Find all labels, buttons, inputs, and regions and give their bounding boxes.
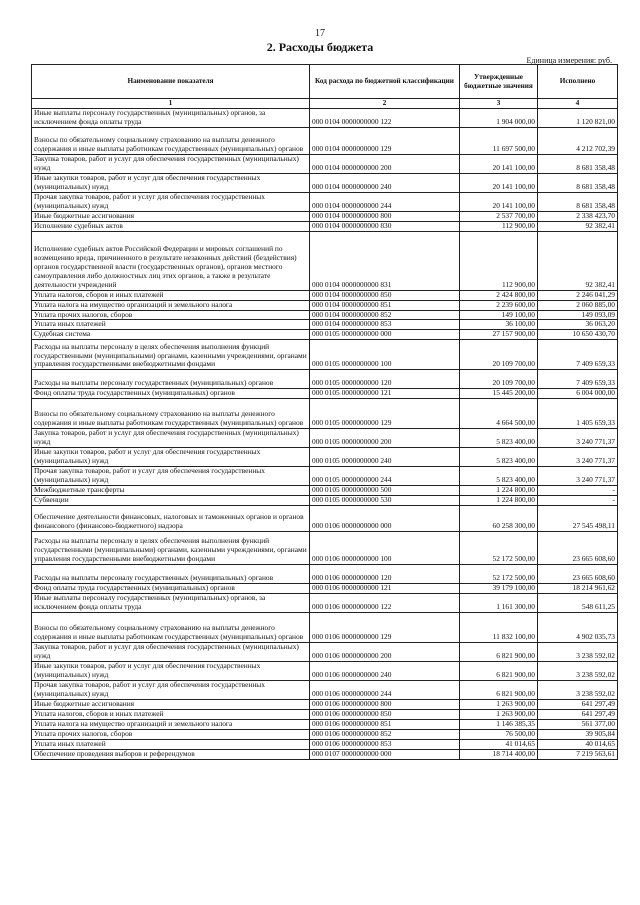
row-name: Судебная система <box>32 330 310 340</box>
row-approved: 2 537 700,00 <box>460 211 538 221</box>
row-executed: 1 120 821,00 <box>538 108 618 127</box>
row-approved: 5 823 400,00 <box>460 448 538 467</box>
row-name: Уплата налога на имущество организаций и земельного налога <box>32 719 310 729</box>
row-name: Прочая закупка товаров, работ и услуг для обеспечения государственных (муниципальных) нужд <box>32 467 310 486</box>
row-executed: - <box>538 486 618 496</box>
row-code: 000 0106 0000000000 851 <box>310 719 460 729</box>
row-code: 000 0104 0000000000 244 <box>310 192 460 211</box>
row-executed: 641 297,49 <box>538 709 618 719</box>
row-name: Уплата налогов, сборов и иных платежей <box>32 709 310 719</box>
row-code: 000 0106 0000000000 120 <box>310 565 460 584</box>
row-approved: 5 823 400,00 <box>460 429 538 448</box>
table-row <box>32 310 618 320</box>
row-executed: 1 405 659,33 <box>538 399 618 429</box>
row-approved: 2 424 800,00 <box>460 290 538 300</box>
row-name: Расходы на выплаты персоналу государственных (муниципальных) органов <box>32 565 310 584</box>
row-code: 000 0106 0000000000 240 <box>310 662 460 681</box>
row-code: 000 0106 0000000000 000 <box>310 506 460 532</box>
table-row <box>32 127 618 154</box>
row-name: Исполнение судебных актов <box>32 221 310 231</box>
table-row <box>32 231 618 290</box>
row-approved: 5 823 400,00 <box>460 467 538 486</box>
row-executed: 39 905,84 <box>538 729 618 739</box>
row-code: 000 0104 0000000000 200 <box>310 154 460 173</box>
row-approved: 18 714 400,00 <box>460 749 538 759</box>
row-code: 000 0104 0000000000 122 <box>310 108 460 127</box>
row-executed: 4 902 035,73 <box>538 613 618 643</box>
table-row <box>32 370 618 389</box>
table-row <box>32 749 618 759</box>
row-name: Уплата налога на имущество организаций и земельного налога <box>32 300 310 310</box>
row-code: 000 0104 0000000000 850 <box>310 290 460 300</box>
row-approved: 1 263 900,00 <box>460 700 538 710</box>
row-executed: 8 681 358,48 <box>538 173 618 192</box>
row-code: 000 0104 0000000000 851 <box>310 300 460 310</box>
table-row <box>32 108 618 127</box>
row-name: Взносы по обязательному социальному страхованию на выплаты денежного содержания и иные выплаты работникам государственных (муниципальных) органов <box>32 399 310 429</box>
row-code: 000 0105 0000000000 200 <box>310 429 460 448</box>
row-executed: 10 650 430,70 <box>538 330 618 340</box>
row-approved: 4 664 500,00 <box>460 399 538 429</box>
row-name: Исполнение судебных актов Российской Федерации и мировых соглашений по возмещению вреда, причиненного в результате незаконных действий (бездействия) органов государственной власти (государственных органов), органов местного самоуправления либо должностных лиц этих органов, а также в результате деятельности учреждений <box>32 231 310 290</box>
row-name: Закупка товаров, работ и услуг для обеспечения государственных (муниципальных) нужд <box>32 643 310 662</box>
row-approved: 20 141 100,00 <box>460 173 538 192</box>
table-row <box>32 739 618 749</box>
row-code: 000 0106 0000000000 121 <box>310 584 460 594</box>
row-approved: 112 900,00 <box>460 231 538 290</box>
row-code: 000 0105 0000000000 000 <box>310 330 460 340</box>
table-row <box>32 467 618 486</box>
column-number: 1 <box>32 99 310 109</box>
table-body <box>32 108 618 759</box>
table-row <box>32 154 618 173</box>
column-number: 2 <box>310 99 460 109</box>
row-executed: 3 238 592,02 <box>538 681 618 700</box>
table-row <box>32 389 618 399</box>
row-code: 000 0104 0000000000 852 <box>310 310 460 320</box>
row-name: Фонд оплаты труда государственных (муниципальных) органов <box>32 584 310 594</box>
table-row <box>32 565 618 584</box>
row-code: 000 0106 0000000000 850 <box>310 709 460 719</box>
row-code: 000 0104 0000000000 240 <box>310 173 460 192</box>
row-approved: 60 258 300,00 <box>460 506 538 532</box>
row-approved: 1 224 800,00 <box>460 486 538 496</box>
table-row <box>32 221 618 231</box>
row-approved: 39 179 100,00 <box>460 584 538 594</box>
table-row <box>32 700 618 710</box>
row-approved: 20 141 100,00 <box>460 192 538 211</box>
table-row <box>32 290 618 300</box>
table-row <box>32 594 618 613</box>
row-name: Прочая закупка товаров, работ и услуг для обеспечения государственных (муниципальных) нужд <box>32 681 310 700</box>
row-executed: 18 214 961,62 <box>538 584 618 594</box>
header-executed: Исполнено <box>538 65 618 99</box>
row-name: Расходы на выплаты персоналу в целях обеспечения выполнения функций государственными (муниципальными) органами, казенными учреждениями, органами управления государственными внебюджетными фондами <box>32 340 310 370</box>
row-code: 000 0104 0000000000 853 <box>310 320 460 330</box>
row-name: Иные закупки товаров, работ и услуг для обеспечения государственных (муниципальных) нужд <box>32 662 310 681</box>
row-executed: 2 246 041,29 <box>538 290 618 300</box>
row-code: 000 0104 0000000000 800 <box>310 211 460 221</box>
header-name: Наименование показателя <box>32 65 310 99</box>
row-executed: 2 338 423,70 <box>538 211 618 221</box>
row-name: Иные закупки товаров, работ и услуг для обеспечения государственных (муниципальных) нужд <box>32 448 310 467</box>
row-approved: 1 904 000,00 <box>460 108 538 127</box>
row-approved: 76 500,00 <box>460 729 538 739</box>
row-approved: 112 900,00 <box>460 221 538 231</box>
header-code: Код расхода по бюджетной классификации <box>310 65 460 99</box>
units-label: Единица измерения: руб. <box>526 56 612 65</box>
column-number: 3 <box>460 99 538 109</box>
row-code: 000 0106 0000000000 129 <box>310 613 460 643</box>
row-approved: 149 100,00 <box>460 310 538 320</box>
row-executed: - <box>538 496 618 506</box>
row-code: 000 0105 0000000000 120 <box>310 370 460 389</box>
row-approved: 41 014,65 <box>460 739 538 749</box>
row-approved: 20 141 100,00 <box>460 154 538 173</box>
row-name: Иные бюджетные ассигнования <box>32 211 310 221</box>
row-executed: 23 665 608,60 <box>538 532 618 565</box>
row-name: Взносы по обязательному социальному страхованию на выплаты денежного содержания и иные выплаты работникам государственных (муниципальных) органов <box>32 613 310 643</box>
row-executed: 3 240 771,37 <box>538 448 618 467</box>
row-executed: 3 240 771,37 <box>538 467 618 486</box>
row-approved: 11 697 500,00 <box>460 127 538 154</box>
row-code: 000 0105 0000000000 500 <box>310 486 460 496</box>
row-name: Межбюджетные трансферты <box>32 486 310 496</box>
row-name: Закупка товаров, работ и услуг для обеспечения государственных (муниципальных) нужд <box>32 429 310 448</box>
header-approved: Утвержденные бюджетные значения <box>460 65 538 99</box>
row-approved: 2 239 600,00 <box>460 300 538 310</box>
expenses-table <box>31 64 618 760</box>
row-approved: 1 224 800,00 <box>460 496 538 506</box>
row-approved: 52 172 500,00 <box>460 532 538 565</box>
row-name: Прочая закупка товаров, работ и услуг для обеспечения государственных (муниципальных) нужд <box>32 192 310 211</box>
table-row <box>32 729 618 739</box>
row-approved: 15 445 200,00 <box>460 389 538 399</box>
table-row <box>32 173 618 192</box>
row-executed: 36 063,20 <box>538 320 618 330</box>
table-row <box>32 506 618 532</box>
row-name: Субвенции <box>32 496 310 506</box>
row-code: 000 0106 0000000000 244 <box>310 681 460 700</box>
row-executed: 561 377,00 <box>538 719 618 729</box>
row-code: 000 0105 0000000000 530 <box>310 496 460 506</box>
row-approved: 1 146 385,35 <box>460 719 538 729</box>
table-row <box>32 486 618 496</box>
table-row <box>32 399 618 429</box>
row-approved: 20 109 700,00 <box>460 370 538 389</box>
table-row <box>32 613 618 643</box>
row-name: Обеспечение деятельности финансовых, налоговых и таможенных органов и органов финансового (финансово-бюджетного) надзора <box>32 506 310 532</box>
row-approved: 20 109 700,00 <box>460 340 538 370</box>
row-name: Расходы на выплаты персоналу государственных (муниципальных) органов <box>32 370 310 389</box>
table-row <box>32 719 618 729</box>
row-code: 000 0106 0000000000 200 <box>310 643 460 662</box>
row-approved: 52 172 500,00 <box>460 565 538 584</box>
row-approved: 6 821 900,00 <box>460 643 538 662</box>
table-row <box>32 584 618 594</box>
table-row <box>32 340 618 370</box>
column-number: 4 <box>538 99 618 109</box>
row-executed: 149 093,09 <box>538 310 618 320</box>
row-name: Расходы на выплаты персоналу в целях обеспечения выполнения функций государственными (муниципальными) органами, казенными учреждениями, органами управления государственными внебюджетными фондами <box>32 532 310 565</box>
row-executed: 548 611,25 <box>538 594 618 613</box>
row-code: 000 0104 0000000000 831 <box>310 231 460 290</box>
table-row <box>32 448 618 467</box>
row-executed: 6 004 000,00 <box>538 389 618 399</box>
row-executed: 2 060 885,00 <box>538 300 618 310</box>
page-number: 17 <box>315 28 325 39</box>
table-row <box>32 330 618 340</box>
row-executed: 7 219 563,61 <box>538 749 618 759</box>
row-name: Иные выплаты персоналу государственных (муниципальных) органов, за исключением фонда оплаты труда <box>32 594 310 613</box>
row-executed: 3 238 592,02 <box>538 643 618 662</box>
row-name: Уплата иных платежей <box>32 320 310 330</box>
row-executed: 4 212 702,39 <box>538 127 618 154</box>
row-approved: 6 821 900,00 <box>460 662 538 681</box>
table-row <box>32 709 618 719</box>
row-approved: 1 263 900,00 <box>460 709 538 719</box>
row-name: Уплата налогов, сборов и иных платежей <box>32 290 310 300</box>
row-approved: 27 157 900,00 <box>460 330 538 340</box>
row-code: 000 0105 0000000000 100 <box>310 340 460 370</box>
row-name: Иные закупки товаров, работ и услуг для обеспечения государственных (муниципальных) нужд <box>32 173 310 192</box>
row-name: Уплата иных платежей <box>32 739 310 749</box>
row-code: 000 0105 0000000000 240 <box>310 448 460 467</box>
row-name: Уплата прочих налогов, сборов <box>32 729 310 739</box>
row-code: 000 0106 0000000000 852 <box>310 729 460 739</box>
row-executed: 8 681 358,48 <box>538 192 618 211</box>
row-code: 000 0105 0000000000 129 <box>310 399 460 429</box>
row-code: 000 0107 0000000000 000 <box>310 749 460 759</box>
row-approved: 6 821 900,00 <box>460 681 538 700</box>
row-code: 000 0105 0000000000 244 <box>310 467 460 486</box>
table-row <box>32 643 618 662</box>
row-executed: 3 238 592,02 <box>538 662 618 681</box>
row-code: 000 0105 0000000000 121 <box>310 389 460 399</box>
table-row <box>32 211 618 221</box>
table-row <box>32 300 618 310</box>
table-row <box>32 532 618 565</box>
section-title: 2. Расходы бюджета <box>266 40 374 54</box>
row-approved: 11 832 100,00 <box>460 613 538 643</box>
row-executed: 92 382,41 <box>538 221 618 231</box>
row-name: Фонд оплаты труда государственных (муниципальных) органов <box>32 389 310 399</box>
row-name: Уплата прочих налогов, сборов <box>32 310 310 320</box>
row-approved: 36 100,00 <box>460 320 538 330</box>
row-executed: 23 665 608,60 <box>538 565 618 584</box>
row-code: 000 0106 0000000000 800 <box>310 700 460 710</box>
row-code: 000 0106 0000000000 853 <box>310 739 460 749</box>
row-executed: 3 240 771,37 <box>538 429 618 448</box>
table-row <box>32 320 618 330</box>
row-code: 000 0104 0000000000 830 <box>310 221 460 231</box>
table-row <box>32 681 618 700</box>
header-row <box>32 65 618 99</box>
row-code: 000 0104 0000000000 129 <box>310 127 460 154</box>
table-row <box>32 662 618 681</box>
row-executed: 8 681 358,48 <box>538 154 618 173</box>
row-approved: 1 161 300,00 <box>460 594 538 613</box>
row-name: Иные бюджетные ассигнования <box>32 700 310 710</box>
row-code: 000 0106 0000000000 100 <box>310 532 460 565</box>
table-row <box>32 429 618 448</box>
column-number-row <box>32 99 618 109</box>
row-executed: 40 014,65 <box>538 739 618 749</box>
row-code: 000 0106 0000000000 122 <box>310 594 460 613</box>
row-name: Закупка товаров, работ и услуг для обеспечения государственных (муниципальных) нужд <box>32 154 310 173</box>
row-executed: 7 409 659,33 <box>538 370 618 389</box>
row-name: Обеспечение проведения выборов и референдумов <box>32 749 310 759</box>
row-name: Иные выплаты персоналу государственных (муниципальных) органов, за исключением фонда оплаты труда <box>32 108 310 127</box>
row-executed: 641 297,49 <box>538 700 618 710</box>
table-row <box>32 192 618 211</box>
row-name: Взносы по обязательному социальному страхованию на выплаты денежного содержания и иные выплаты работникам государственных (муниципальных) органов <box>32 127 310 154</box>
row-executed: 92 382,41 <box>538 231 618 290</box>
row-executed: 7 409 659,33 <box>538 340 618 370</box>
table-row <box>32 496 618 506</box>
row-executed: 27 545 498,11 <box>538 506 618 532</box>
